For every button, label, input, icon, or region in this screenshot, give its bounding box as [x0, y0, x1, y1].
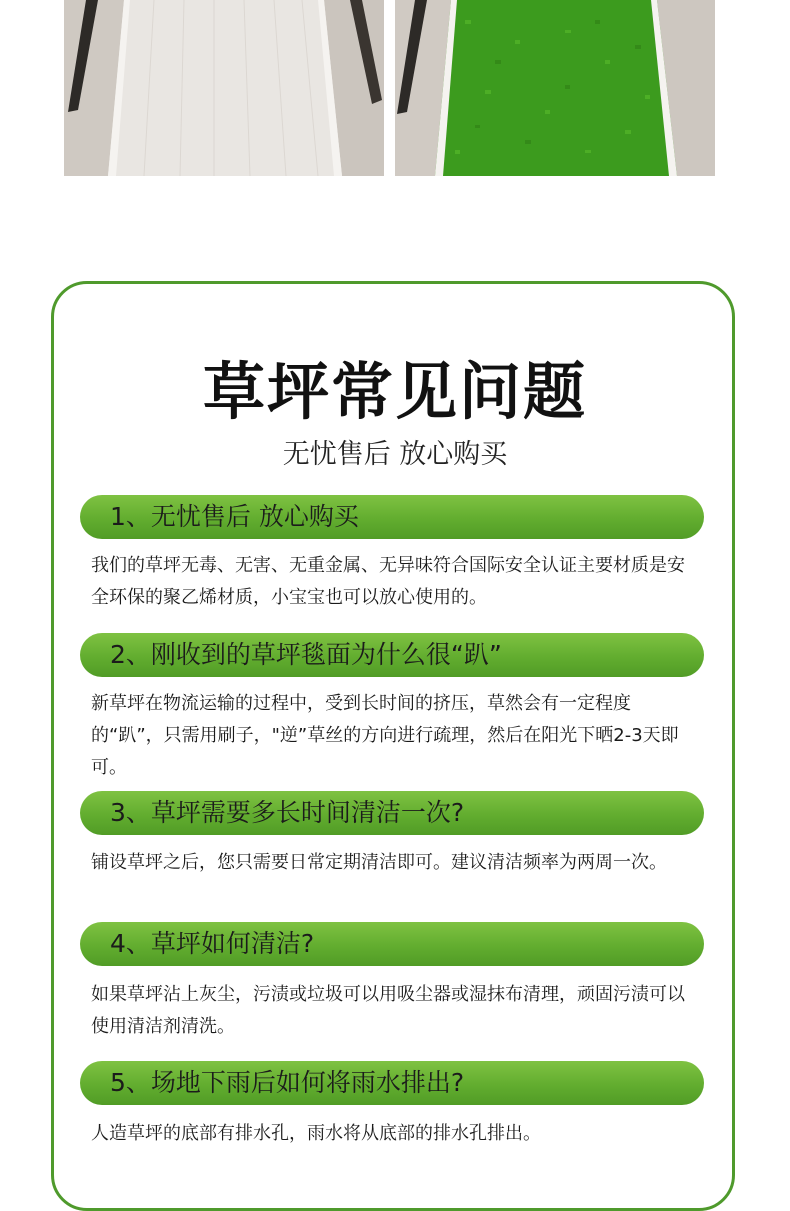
faq-question-5: 5、场地下雨后如何将雨水排出? — [80, 1061, 704, 1105]
faq-answer-4: 如果草坪沾上灰尘，污渍或垃圾可以用吸尘器或湿抹布清理，顽固污渍可以使用清洁剂清洗。 — [91, 984, 685, 1037]
hallway-grass-after-photo — [395, 0, 715, 176]
faq-question-4: 4、草坪如何清洁? — [80, 922, 704, 966]
page-subtitle: 无忧售后 放心购买 — [282, 439, 508, 470]
faq-question-1: 1、无忧售后 放心购买 — [80, 495, 704, 539]
faq-answer-3: 铺设草坪之后，您只需要日常定期清洁即可。建议清洁频率为两周一次。 — [91, 852, 667, 873]
faq-question-2: 2、刚收到的草坪毯面为什么很“趴” — [80, 633, 704, 677]
hallway-floor-before-photo — [64, 0, 384, 176]
faq-question-3: 3、草坪需要多长时间清洁一次? — [80, 791, 704, 835]
page-title: 草坪常见问题 — [202, 355, 587, 428]
faq-answer-1: 我们的草坪无毒、无害、无重金属、无异味符合国际安全认证主要材质是安全环保的聚乙烯材质，小宝宝也可以放心使用的。 — [91, 555, 685, 608]
faq-answer-5: 人造草坪的底部有排水孔，雨水将从底部的排水孔排出。 — [91, 1123, 541, 1144]
faq-answer-2: 新草坪在物流运输的过程中，受到长时间的挤压，草然会有一定程度的“趴”，只需用刷子，"逆”草丝的方向进行疏理，然后在阳光下晒2-3天即可。 — [91, 693, 679, 778]
